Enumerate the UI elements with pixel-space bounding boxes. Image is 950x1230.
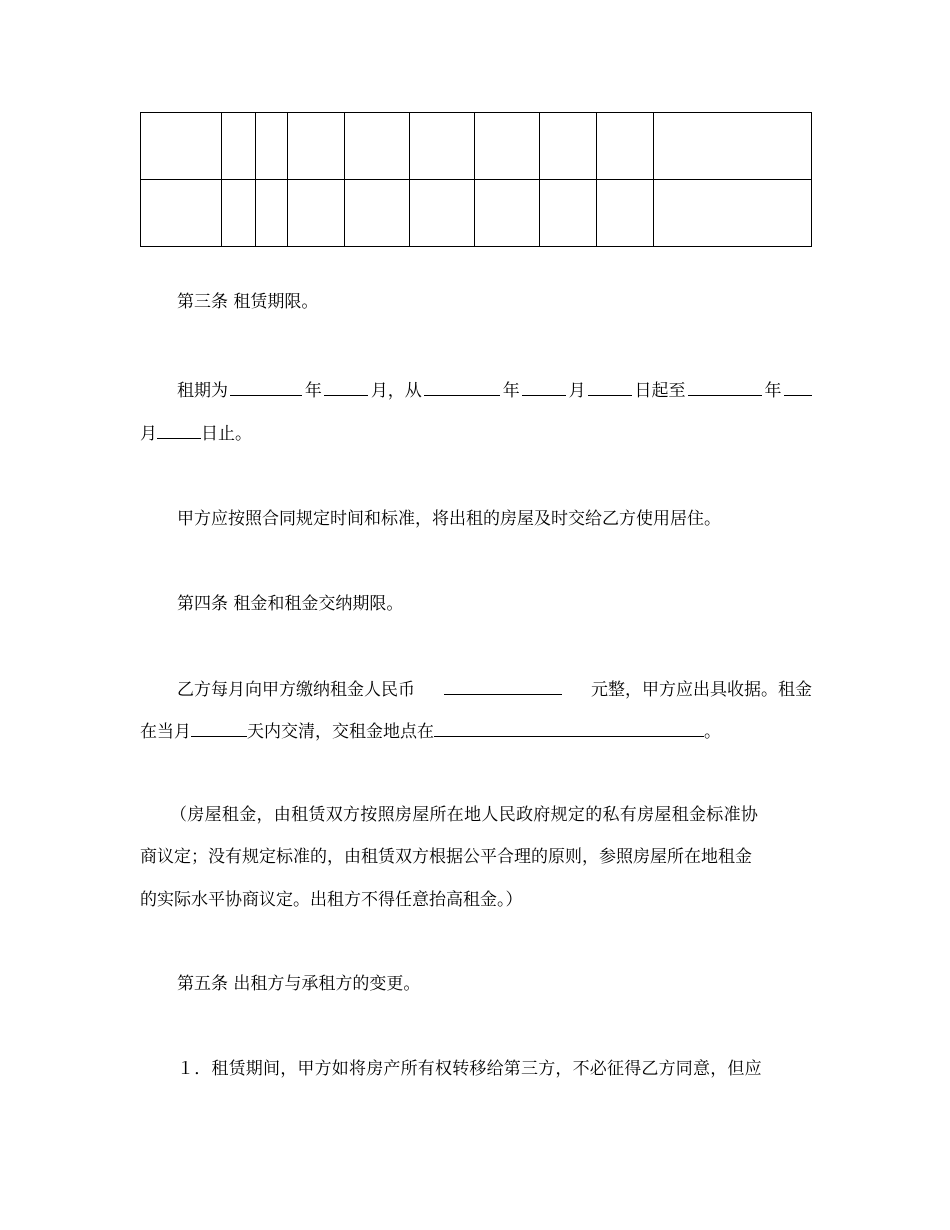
- table-cell: [141, 180, 222, 247]
- blank-month: [324, 378, 368, 396]
- table-cell: [410, 180, 475, 247]
- rent-payment-line-2: [140, 719, 812, 744]
- rent-note-line-1: [140, 803, 812, 827]
- blank-days: [191, 719, 247, 737]
- table-cell: [540, 113, 597, 180]
- term-text: 年: [304, 381, 322, 401]
- article-4-heading: 第四条 租金和租金交纳期限。: [177, 594, 404, 614]
- table-cell: [597, 113, 654, 180]
- article-5-heading: 第五条 出租方与承租方的变更。: [177, 974, 421, 994]
- table-cell: [141, 113, 222, 180]
- item-text: １．租赁期间，甲方如将房产所有权转移给第三方，不必征得乙方同意，但应: [177, 1059, 762, 1079]
- term-text: 日起至: [634, 381, 686, 401]
- term-text: 租期为: [177, 381, 228, 401]
- blank-start-year: [424, 378, 500, 396]
- table-cell: [222, 113, 256, 180]
- article-5-item-1: [140, 1057, 812, 1081]
- blank-start-day: [588, 378, 632, 396]
- table-cell: [540, 180, 597, 247]
- rent-note-line-3: 的实际水平协商议定。出租方不得任意抬高租金。）: [140, 890, 523, 910]
- table-cell: [654, 180, 812, 247]
- table-cell: [410, 113, 475, 180]
- table-row: [141, 180, 812, 247]
- term-text: 年: [502, 381, 520, 401]
- table-cell: [222, 180, 256, 247]
- rent-payment-line-1: [140, 677, 812, 702]
- term-text: 年: [764, 381, 782, 401]
- table-cell: [654, 113, 812, 180]
- blank-end-month: [784, 378, 812, 396]
- blank-end-year: [688, 378, 762, 396]
- term-text: 月: [568, 381, 586, 401]
- rental-info-table: [140, 112, 812, 247]
- rent-text: 元整，甲方应出具收据。租金: [591, 680, 812, 700]
- lease-term-line-2: [140, 421, 812, 446]
- lease-term-line-1: [140, 378, 812, 403]
- table-row: [141, 113, 812, 180]
- rent-text: 乙方每月向甲方缴纳租金人民币: [177, 680, 415, 700]
- table-cell: [256, 180, 288, 247]
- blank-end-day: [157, 421, 201, 439]
- note-text: （房屋租金，由租赁双方按照房屋所在地人民政府规定的私有房屋租金标准协: [170, 805, 759, 825]
- table-cell: [475, 113, 540, 180]
- table-cell: [256, 113, 288, 180]
- blank-start-month: [522, 378, 566, 396]
- rent-text: 在当月: [140, 722, 191, 742]
- table-cell: [345, 180, 410, 247]
- rent-note-line-2: 商议定；没有规定标准的，由租赁双方根据公平合理的原则，参照房屋所在地租金: [140, 847, 752, 867]
- blank-payment-location: [434, 719, 704, 737]
- table-cell: [288, 180, 345, 247]
- delivery-clause: 甲方应按照合同规定时间和标准，将出租的房屋及时交给乙方使用居住。: [177, 509, 721, 529]
- blank-rent-amount: [444, 677, 562, 695]
- term-text: 月: [140, 424, 157, 444]
- term-text: 日止。: [201, 424, 252, 444]
- term-text: 月，从: [370, 381, 422, 401]
- table-cell: [288, 113, 345, 180]
- table-cell: [597, 180, 654, 247]
- article-3-heading: 第三条 租赁期限。: [177, 292, 319, 312]
- blank-year: [230, 378, 302, 396]
- rent-text: 天内交清，交租金地点在: [247, 722, 434, 742]
- table-cell: [345, 113, 410, 180]
- table-cell: [475, 180, 540, 247]
- rent-text: 。: [704, 722, 721, 742]
